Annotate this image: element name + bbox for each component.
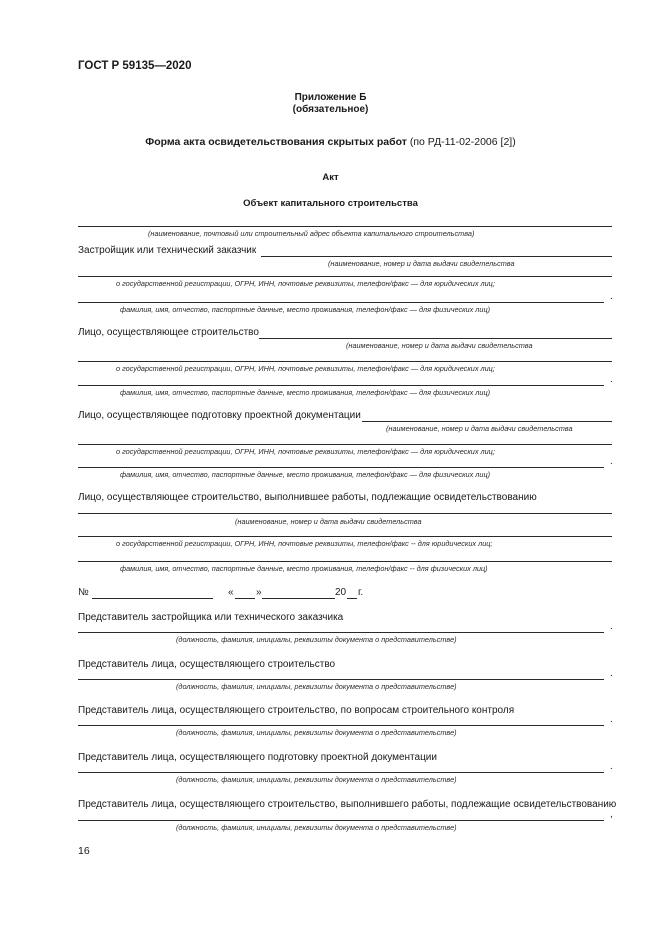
designer-field-line[interactable] bbox=[362, 421, 612, 422]
rep-designer-label: Представитель лица, осуществляющего подготовку проектной документации bbox=[78, 752, 437, 763]
rep-builder-label: Представитель лица, осуществляющего строительство bbox=[78, 659, 336, 670]
developer-caption-2: о государственной регистрации, ОГРН, ИНН, почтовые реквизиты, телефон/факс — для юридических лиц; bbox=[116, 279, 495, 288]
designer-line-period: . bbox=[610, 456, 613, 467]
performer-caption-3: фамилия, имя, отчество, паспортные данные, место проживания, телефон/факс -- для физических лиц) bbox=[120, 564, 488, 573]
rep-developer-period: . bbox=[610, 621, 613, 632]
act-number-field[interactable] bbox=[92, 598, 213, 599]
rep-builder-caption: (должность, фамилия, инициалы, реквизиты документа о представительстве) bbox=[176, 682, 457, 691]
performer-caption-1: (наименование, номер и дата выдачи свидетельства bbox=[235, 517, 422, 526]
object-field-line[interactable] bbox=[78, 226, 612, 227]
form-title-row bbox=[0, 136, 661, 148]
designer-label: Лицо, осуществляющее подготовку проектной документации bbox=[78, 410, 361, 421]
builder-label: Лицо, осуществляющее строительство bbox=[78, 327, 259, 338]
rep-performer-label: Представитель лица, осуществляющего строительство, выполнившего работы, подлежащие освидетельствованию bbox=[78, 799, 617, 810]
date-day-field[interactable] bbox=[235, 598, 255, 599]
rep-control-caption: (должность, фамилия, инициалы, реквизиты документа о представительстве) bbox=[176, 728, 457, 737]
rep-performer-field-line[interactable] bbox=[78, 820, 604, 821]
designer-caption-3: фамилия, имя, отчество, паспортные данные, место проживания, телефон/факс — для физических лиц) bbox=[120, 470, 491, 479]
builder-caption-1: (наименование, номер и дата выдачи свидетельства bbox=[346, 341, 533, 350]
rep-performer-caption: (должность, фамилия, инициалы, реквизиты документа о представительстве) bbox=[176, 823, 457, 832]
designer-field-line-3[interactable] bbox=[78, 467, 604, 468]
rep-developer-label: Представитель застройщика или технического заказчика bbox=[78, 612, 344, 623]
developer-field-line[interactable] bbox=[261, 256, 612, 257]
builder-caption-3: фамилия, имя, отчество, паспортные данные, место проживания, телефон/факс — для физических лиц) bbox=[120, 388, 491, 397]
performer-field-line[interactable] bbox=[78, 513, 612, 514]
rep-performer-comma: , bbox=[610, 809, 613, 820]
builder-field-line-2[interactable] bbox=[78, 361, 612, 362]
designer-caption-2: о государственной регистрации, ОГРН, ИНН, почтовые реквизиты, телефон/факс — для юридических лиц; bbox=[116, 447, 495, 456]
date-quote-open: « bbox=[228, 587, 234, 598]
object-caption: (наименование, почтовый или строительный адрес объекта капитального строительства) bbox=[148, 229, 475, 238]
builder-line-period: . bbox=[610, 374, 613, 385]
developer-field-line-2[interactable] bbox=[78, 276, 612, 277]
rep-control-label: Представитель лица, осуществляющего строительство, по вопросам строительного контроля bbox=[78, 705, 515, 716]
performer-caption-2: о государственной регистрации, ОГРН, ИНН, почтовые реквизиты, телефон/факс -- для юридических лиц; bbox=[116, 539, 493, 548]
form-title: Форма акта освидетельствования скрытых работ bbox=[145, 136, 407, 148]
rep-designer-period: . bbox=[610, 761, 613, 772]
developer-caption-1: (наименование, номер и дата выдачи свидетельства bbox=[328, 259, 515, 268]
date-year-suffix: г. bbox=[358, 587, 364, 598]
performer-field-line-3[interactable] bbox=[78, 561, 612, 562]
date-quote-close: » bbox=[256, 587, 262, 598]
rep-designer-field-line[interactable] bbox=[78, 772, 604, 773]
rep-builder-period: . bbox=[610, 668, 613, 679]
act-title: Акт bbox=[322, 172, 339, 183]
rep-designer-caption: (должность, фамилия, инициалы, реквизиты документа о представительстве) bbox=[176, 775, 457, 784]
rep-control-field-line[interactable] bbox=[78, 725, 604, 726]
annex-title: Приложение Б bbox=[294, 92, 367, 103]
rep-developer-field-line[interactable] bbox=[78, 632, 604, 633]
developer-line-period: . bbox=[610, 291, 613, 302]
performer-field-line-2[interactable] bbox=[78, 536, 612, 537]
performer-label: Лицо, осуществляющее строительство, выполнившее работы, подлежащие освидетельствованию bbox=[78, 492, 537, 503]
annex-status: (обязательное) bbox=[292, 104, 369, 115]
rep-control-period: . bbox=[610, 714, 613, 725]
act-number-sign: № bbox=[78, 587, 89, 598]
form-reference: (по РД-11-02-2006 [2]) bbox=[409, 136, 516, 148]
developer-label: Застройщик или технический заказчик bbox=[78, 245, 257, 256]
date-year-prefix: 20 bbox=[335, 587, 347, 598]
builder-field-line[interactable] bbox=[259, 338, 612, 339]
object-title: Объект капитального строительства bbox=[243, 198, 418, 209]
date-month-field[interactable] bbox=[262, 598, 335, 599]
designer-field-line-2[interactable] bbox=[78, 444, 612, 445]
standard-header: ГОСТ Р 59135—2020 bbox=[78, 60, 192, 72]
date-year-field[interactable] bbox=[347, 598, 357, 599]
rep-builder-field-line[interactable] bbox=[78, 679, 604, 680]
builder-field-line-3[interactable] bbox=[78, 385, 604, 386]
page-number: 16 bbox=[78, 845, 90, 857]
developer-field-line-3[interactable] bbox=[78, 302, 604, 303]
builder-caption-2: о государственной регистрации, ОГРН, ИНН, почтовые реквизиты, телефон/факс — для юридических лиц; bbox=[116, 364, 495, 373]
designer-caption-1: (наименование, номер и дата выдачи свидетельства bbox=[386, 424, 573, 433]
rep-developer-caption: (должность, фамилия, инициалы, реквизиты документа о представительстве) bbox=[176, 635, 457, 644]
developer-caption-3: фамилия, имя, отчество, паспортные данные, место проживания, телефон/факс — для физических лиц) bbox=[120, 305, 491, 314]
